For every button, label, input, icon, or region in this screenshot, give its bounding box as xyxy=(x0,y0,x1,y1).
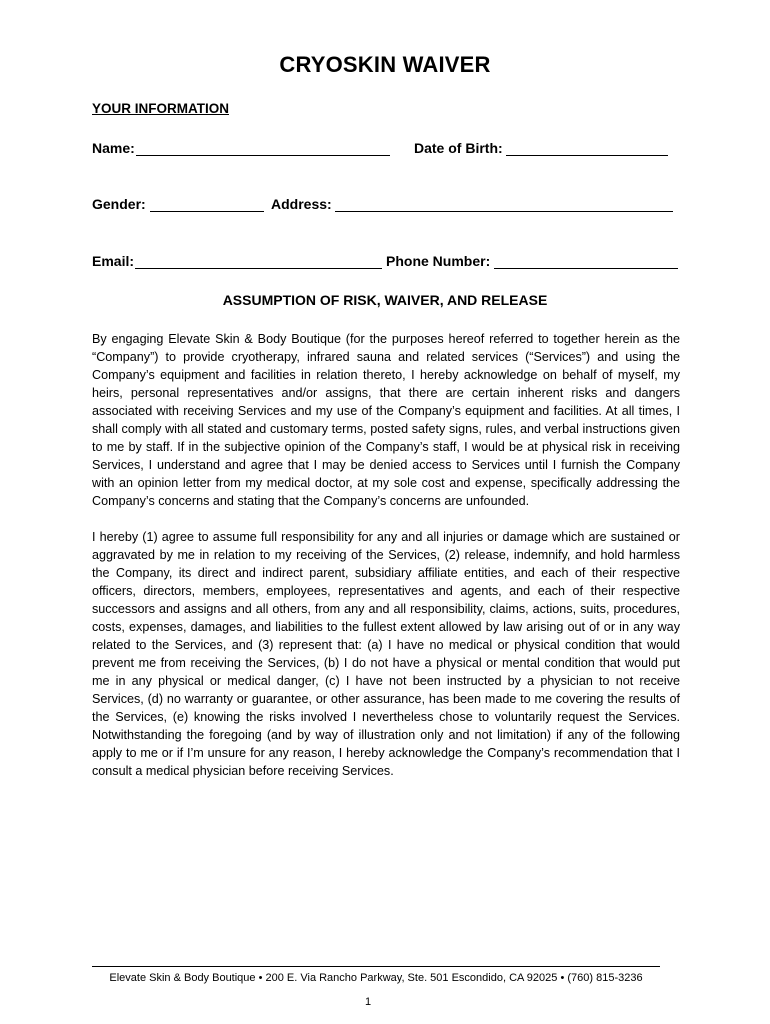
gender-label: Gender: xyxy=(92,196,146,212)
footer-divider xyxy=(92,966,660,967)
email-label: Email: xyxy=(92,253,135,269)
release-paragraph-1: By engaging Elevate Skin & Body Boutique (for the purposes hereof referred to together herein as the “Company”) to provide cryotherapy, infrared sauna and related services (“Services”) and using the Company’s equipment and facilities in relation thereto, I hereby acknowledge on behalf of myself, my heirs, personal representatives and/or assigns, that there are certain inherent risks and dangers associated with receiving Services and my use of the Company’s equipment and facilities. At all times, I shall comply with all stated and customary terms, posted safety signs, rules, and verbal instructions given to me by staff. If in the subjective opinion of the Company’s staff, I would be at physical risk in receiving Services, I understand and agree that I may be denied access to Services until I furnish the Company with an opinion letter from my medical doctor, at my sole cost and expense, specifically addressing the Company’s concerns and stating that the Company’s concerns are unfounded. xyxy=(92,332,680,508)
name-field-line[interactable] xyxy=(136,155,390,156)
document-title: CRYOSKIN WAIVER xyxy=(279,52,491,77)
gender-field-line[interactable] xyxy=(150,211,264,212)
name-label: Name: xyxy=(92,140,135,156)
your-information-heading: YOUR INFORMATION xyxy=(92,101,229,116)
phone-label: Phone Number: xyxy=(386,253,491,269)
page-number: 1 xyxy=(364,996,372,1008)
dob-label: Date of Birth: xyxy=(414,140,503,156)
address-label: Address: xyxy=(271,196,332,212)
footer-contact: Elevate Skin & Body Boutique • 200 E. Via Rancho Parkway, Ste. 501 Escondido, CA 92025 • (760) 815-3236 xyxy=(109,972,643,984)
address-field-line[interactable] xyxy=(335,211,673,212)
dob-field-line[interactable] xyxy=(506,155,668,156)
release-paragraph-2: I hereby (1) agree to assume full responsibility for any and all injuries or damage which are sustained or aggravated by me in relation to my receiving of the Services, (2) release, indemnify, and hold harmless the Company, its direct and indirect parent, subsidiary affiliate entities, and each of their respective officers, directors, members, employees, representatives and agents, and each of their respective successors and assigns and all others, from any and all responsibility, claims, actions, suits, procedures, costs, expenses, damages, and liabilities to the fullest extent allowed by law arising out of or in any way related to the Services, and (3) represent that: (a) I have no medical or physical condition that would prevent me from receiving the Services, (b) I do not have a physical or mental condition that would put me in any physical or medical danger, (c) I have not been instructed by a physician to not receive Services, (d) no warranty or guarantee, or other assurance, has been made to me covering the results of the Services, (e) knowing the risks involved I nevertheless chose to voluntarily request the Services. Notwithstanding the foregoing (and by way of illustration only and not limitation) if any of the following apply to me or if I’m unsure for any reason, I hereby acknowledge the Company’s recommendation that I consult a medical physician before receiving Services. xyxy=(92,530,680,778)
phone-field-line[interactable] xyxy=(494,268,678,269)
email-field-line[interactable] xyxy=(135,268,382,269)
release-heading: ASSUMPTION OF RISK, WAIVER, AND RELEASE xyxy=(222,292,548,308)
